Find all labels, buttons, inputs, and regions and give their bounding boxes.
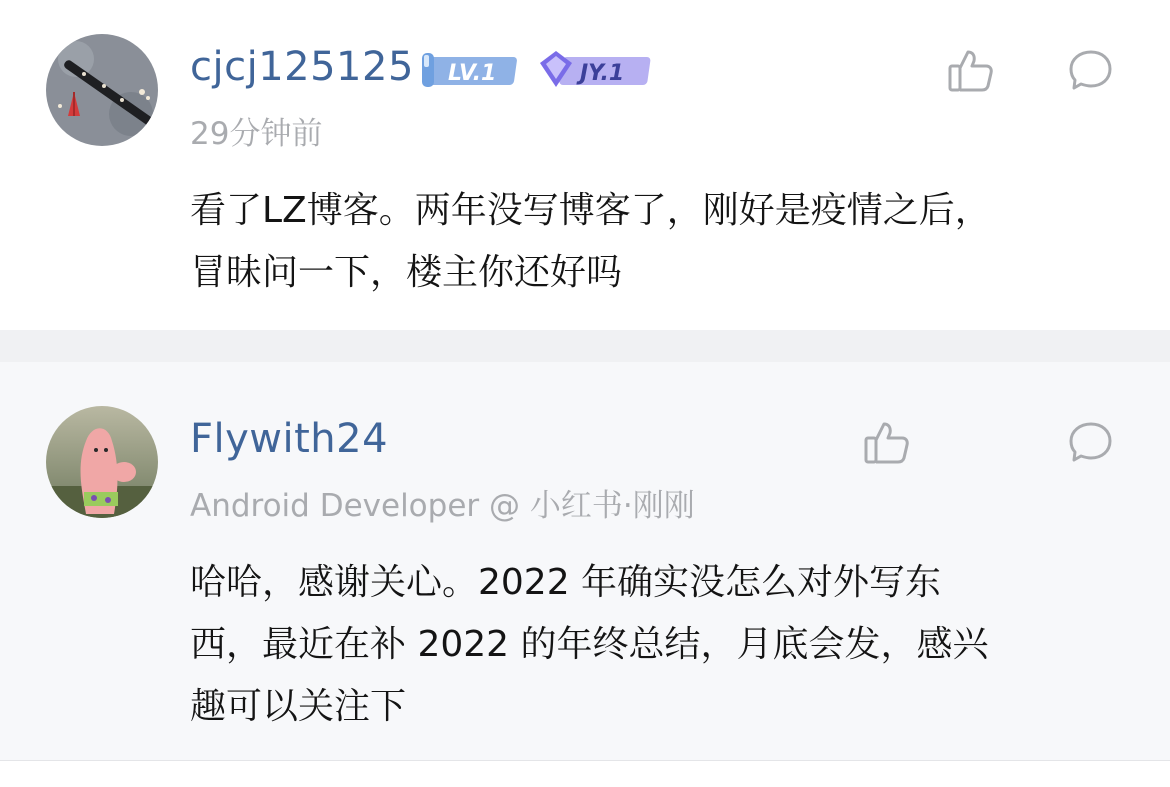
reply-icon[interactable]: [1066, 46, 1116, 96]
user-avatar[interactable]: [46, 34, 158, 146]
level-badge: [418, 53, 520, 87]
comment-text: [190, 552, 1130, 738]
comment-separator: [0, 330, 1170, 362]
comment-text-line: 趣可以关注下: [190, 686, 407, 727]
comment-time: 29分钟前: [190, 116, 323, 152]
comment-item: [0, 0, 1170, 330]
comment-text-line: 西，最近在补 2022 的年终总结，月底会发，感兴: [190, 624, 989, 665]
username[interactable]: cjcj125125: [190, 44, 414, 90]
jy-badge-text: JY.1: [580, 61, 625, 86]
comment-text-line: 看了LZ博客。两年没写博客了，刚好是疫情之后，: [190, 190, 991, 231]
reply-item: [0, 362, 1170, 760]
bottom-divider: [0, 760, 1170, 787]
user-avatar[interactable]: [46, 406, 158, 518]
user-meta: Android Developer @ 小红书·刚刚: [190, 488, 695, 524]
jy-badge: [536, 49, 654, 89]
like-icon[interactable]: [862, 418, 912, 468]
comment-text: [190, 180, 1130, 304]
username[interactable]: Flywith24: [190, 416, 389, 462]
comment-text-line: 哈哈，感谢关心。2022 年确实没怎么对外写东: [190, 562, 942, 603]
like-icon[interactable]: [946, 46, 996, 96]
reply-icon[interactable]: [1066, 418, 1116, 468]
comment-text-line: 冒昧问一下，楼主你还好吗: [190, 252, 623, 293]
level-badge-text: LV.1: [448, 61, 497, 86]
